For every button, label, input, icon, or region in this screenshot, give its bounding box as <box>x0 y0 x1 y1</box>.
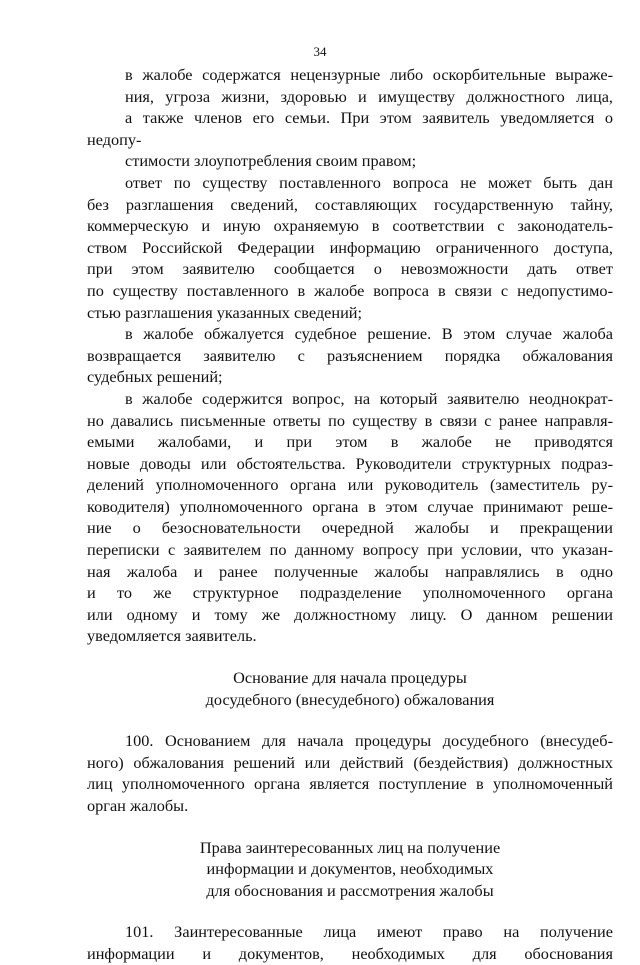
text-line: ния, угроза жизни, здоровью и имуществу должностного лица, <box>125 86 613 106</box>
heading-line: Права заинтересованных лиц на получение <box>199 837 501 857</box>
paragraph-repeated-question <box>87 388 613 647</box>
text-line: но давались письменные ответы по существу в связи с ранее направля- <box>87 410 613 430</box>
text-line: коммерческую и иную охраняемую в соответствии с законодатель- <box>87 216 613 236</box>
heading-line: досудебного (внесудебного) обжалования <box>205 689 495 709</box>
text-line: ние о безосновательности очередной жалобы и прекращении <box>87 518 613 538</box>
heading-line: для обоснования и рассмотрения жалобы <box>206 880 494 900</box>
text-line: информации и документов, необходимых для обоснования <box>87 943 613 963</box>
text-line: в жалобе содержатся нецензурные либо оскорбительные выраже- <box>125 65 613 84</box>
paragraph-101 <box>87 921 613 964</box>
text-line: без разглашения сведений, составляющих государственную тайну, <box>87 194 613 214</box>
text-line: емыми жалобами, и при этом в жалобе не приводятся <box>87 432 613 452</box>
paragraph-100 <box>87 730 613 816</box>
text-line: судебных решений; <box>87 367 223 387</box>
text-line: 100. Основанием для начала процедуры досудебного (внесудеб- <box>125 731 613 751</box>
page-number: 34 <box>313 44 327 59</box>
text-line: переписки с заявителем по данному вопросу при условии, что указан- <box>87 540 613 560</box>
text-line: ответ по существу поставленного вопроса не может быть дан <box>125 172 613 192</box>
heading-line: Основание для начала процедуры <box>233 668 467 688</box>
paragraph-obscene-language <box>87 64 613 172</box>
text-line: новые доводы или обстоятельства. Руководители структурных подраз- <box>87 453 613 473</box>
text-line: или одному и тому же должностному лицу. О данном решении <box>87 604 613 624</box>
text-line: ного) обжалования решений или действий (бездействия) должностных <box>87 752 613 772</box>
text-line: ством Российской Федерации информацию ограниченного доступа, <box>87 237 613 257</box>
section-heading-basis <box>87 667 613 710</box>
text-line: и то же структурное подразделение уполномоченного органа <box>87 583 613 603</box>
text-line: при этом заявителю сообщается о невозможности дать ответ <box>87 259 613 279</box>
text-line: уведомляется заявитель. <box>87 626 257 646</box>
text-line: ная жалоба и ранее полученные жалобы направлялись в одно <box>87 561 613 581</box>
section-heading-rights <box>87 837 613 902</box>
text-line: в жалобе содержится вопрос, на который заявителю неоднократ- <box>125 388 613 408</box>
paragraph-secret-info <box>87 172 613 323</box>
text-line: возвращается заявителю с разъяснением порядка обжалования <box>87 345 613 365</box>
text-line: стью разглашения указанных сведений; <box>87 302 363 322</box>
text-line: стимости злоупотребления своим правом; <box>125 151 417 171</box>
text-line: 101. Заинтересованные лица имеют право на получение <box>125 922 613 942</box>
paragraph-court-decision <box>87 323 613 388</box>
heading-line: информации и документов, необходимых <box>206 859 494 879</box>
text-line: ководителя) уполномоченного органа в этом случае принимают реше- <box>87 496 613 516</box>
text-line: делений уполномоченного органа или руководитель (заместитель ру- <box>87 475 613 495</box>
text-line: в жалобе обжалуется судебное решение. В этом случае жалоба <box>125 324 613 344</box>
text-line: по существу поставленного в жалобе вопроса в связи с недопустимо- <box>87 280 613 300</box>
text-line: лиц уполномоченного органа является поступление в уполномоченный <box>87 774 613 794</box>
text-line: а также членов его семьи. При этом заявитель уведомляется о недопу- <box>87 108 613 149</box>
text-line: орган жалобы. <box>87 796 189 815</box>
document-body <box>87 64 613 965</box>
